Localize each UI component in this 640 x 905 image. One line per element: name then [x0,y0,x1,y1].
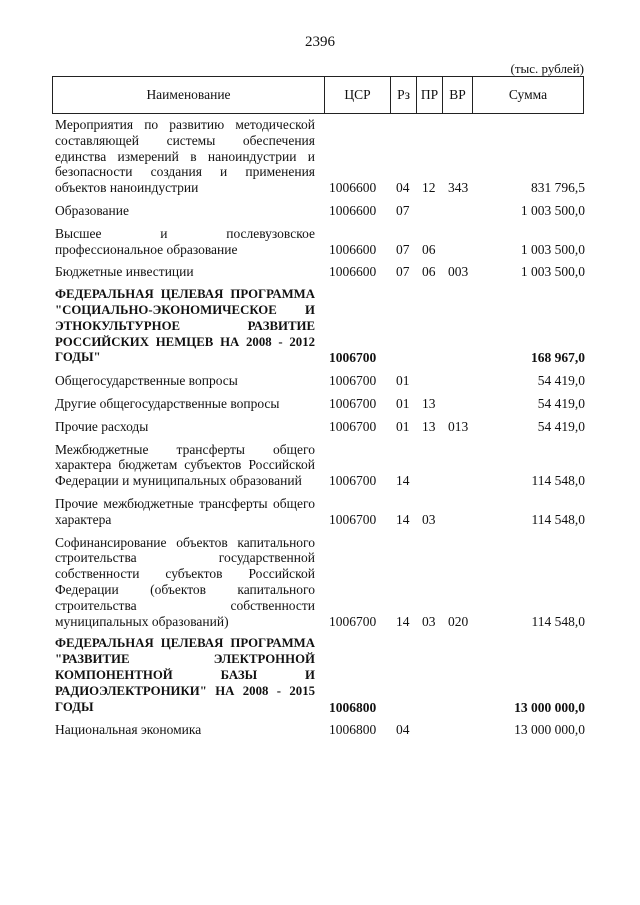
row-rz: 07 [396,202,410,218]
table-row [55,373,585,389]
row-csr: 1006700 [329,418,377,434]
row-pr: 03 [422,511,436,527]
header-vr: ВР [443,77,473,113]
row-rz: 14 [396,473,410,489]
table-row [55,722,585,738]
row-name: ФЕДЕРАЛЬНАЯ ЦЕЛЕВАЯ ПРОГРАММА "РАЗВИТИЕ ЭЛЕКТРОННОЙ КОМПОНЕНТНОЙ БАЗЫ И РАДИОЭЛЕКТРОНИКИ" НА 2008 - 2015 ГОДЫ [55,636,315,714]
row-sum: 114 548,0 [531,511,585,527]
row-name: Высшее и послевузовское профессиональное образование [55,225,315,257]
row-sum: 168 967,0 [531,350,585,366]
row-sum: 114 548,0 [531,473,585,489]
row-sum: 1 003 500,0 [520,202,585,218]
row-name: Прочие межбюджетные трансферты общего характера [55,495,315,527]
table-row [55,535,585,630]
row-name: Софинансирование объектов капитального строительства государственной собственности субъектов Российской Федерации (объектов капитального строительства собственности муниципальных образований) [55,534,315,629]
table-row [55,226,585,258]
row-rz: 01 [396,373,410,389]
table-row [55,496,585,528]
row-name: Образование [55,202,129,218]
row-vr: 343 [448,180,469,196]
row-vr: 020 [448,613,469,629]
row-rz: 14 [396,613,410,629]
row-pr: 03 [422,613,436,629]
row-name: Национальная экономика [55,722,202,738]
row-rz: 07 [396,241,410,257]
row-csr: 1006700 [329,373,377,389]
row-rz: 14 [396,511,410,527]
row-csr: 1006700 [329,350,377,366]
row-sum: 13 000 000,0 [514,699,585,715]
row-rz: 01 [396,418,410,434]
table-row-program [55,636,585,715]
table-row [55,264,585,280]
row-name: Общегосударственные вопросы [55,373,238,389]
table-row [55,396,585,412]
row-name: Межбюджетные трансферты общего характера бюджетам субъектов Российской Федерации и муниципальных образований [55,441,315,489]
table-body [55,117,585,745]
row-name: Бюджетные инвестиции [55,264,194,280]
table-row [55,442,585,489]
row-pr: 06 [422,241,436,257]
row-csr: 1006600 [329,241,377,257]
header-sum: Сумма [508,87,548,102]
row-csr: 1006600 [329,264,377,280]
header-rz: Рз [391,77,417,113]
row-csr: 1006600 [329,180,377,196]
row-sum: 54 419,0 [537,373,585,389]
row-rz: 04 [396,180,410,196]
row-sum: 54 419,0 [537,395,585,411]
row-pr: 06 [422,264,436,280]
row-name: Прочие расходы [55,418,149,434]
row-rz: 04 [396,722,410,738]
row-rz: 01 [396,395,410,411]
row-name: Мероприятия по развитию методической составляющей системы обеспечения единства измерений в наноиндустрии и безопасности создания и применения объектов наноиндустрии [55,117,315,196]
row-pr: 12 [422,180,436,196]
row-name: ФЕДЕРАЛЬНАЯ ЦЕЛЕВАЯ ПРОГРАММА "СОЦИАЛЬНО-ЭКОНОМИЧЕСКОЕ И ЭТНОКУЛЬТУРНОЕ РАЗВИТИЕ РОССИЙСКИХ НЕМЦЕВ НА 2008 - 2012 ГОДЫ" [55,287,315,365]
row-name: Другие общегосударственные вопросы [55,395,280,411]
row-vr: 003 [448,264,469,280]
row-sum: 831 796,5 [531,180,585,196]
row-pr: 13 [422,395,436,411]
table-row [55,203,585,219]
row-pr: 13 [422,418,436,434]
row-csr: 1006700 [329,473,377,489]
table-row [55,419,585,435]
row-csr: 1006700 [329,395,377,411]
header-name: Наименование [53,77,325,113]
units-label: (тыс. рублей) [510,61,584,76]
row-sum: 54 419,0 [537,418,585,434]
row-csr: 1006800 [329,722,377,738]
row-sum: 13 000 000,0 [514,722,585,738]
row-csr: 1006700 [329,511,377,527]
header-pr: ПР [417,77,443,113]
row-csr: 1006600 [329,202,377,218]
row-sum: 1 003 500,0 [520,264,585,280]
table-row [55,117,585,196]
header-csr: ЦСР [325,77,391,113]
row-csr: 1006700 [329,613,377,629]
row-csr: 1006800 [329,699,377,715]
row-vr: 013 [448,418,469,434]
table-row-program [55,287,585,366]
page-number: 2396 [305,34,335,50]
table-header [52,76,584,114]
row-sum: 114 548,0 [531,613,585,629]
row-sum: 1 003 500,0 [520,241,585,257]
row-rz: 07 [396,264,410,280]
